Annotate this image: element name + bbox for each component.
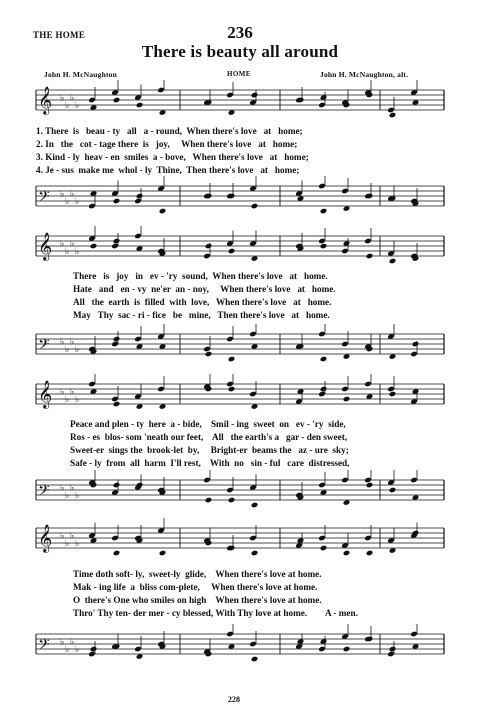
svg-text:♭: ♭ xyxy=(65,101,70,111)
verse-line-2-1: There is joy in ev - 'ry sound, When there's love at home. xyxy=(73,271,328,281)
svg-text:♭: ♭ xyxy=(75,539,80,549)
svg-text:𝄞: 𝄞 xyxy=(38,524,53,552)
svg-text:♭: ♭ xyxy=(60,637,65,648)
svg-text:♭: ♭ xyxy=(60,387,65,398)
svg-text:𝄢: 𝄢 xyxy=(38,188,50,209)
bass-staff-2 xyxy=(30,324,450,368)
svg-text:♭: ♭ xyxy=(65,645,70,655)
svg-text:♭: ♭ xyxy=(60,337,65,348)
svg-text:♭: ♭ xyxy=(70,637,75,648)
verse-line-2-4: May Thy sac - ri - fice be mine, Then there's love at home. xyxy=(73,310,330,320)
composer-credit: John H. McNaughton, alt. xyxy=(320,70,409,79)
verse-line-4-1: Time doth soft- ly, sweet-ly glide, When there's love at home. xyxy=(73,569,322,579)
svg-text:♭: ♭ xyxy=(60,531,65,542)
svg-text:𝄞: 𝄞 xyxy=(38,232,53,260)
svg-text:♭: ♭ xyxy=(65,345,70,355)
verse-line-3-2: Ros - es blos- som 'neath our feet, All the earth's a gar - den sweet, xyxy=(70,432,348,442)
verse-line-1-4: 4. Je - sus make me whol - ly Thine, Then there's love at home; xyxy=(36,165,300,175)
svg-text:♭: ♭ xyxy=(70,387,75,398)
bass-staff-4 xyxy=(30,624,450,668)
treble-staff-3 xyxy=(30,374,450,422)
svg-text:♭: ♭ xyxy=(70,93,75,104)
verse-line-2-2: Hate and en - vy ne'er an - noy, When there's love at home. xyxy=(73,284,336,294)
svg-text:♭: ♭ xyxy=(65,247,70,257)
svg-text:♭: ♭ xyxy=(75,101,80,111)
svg-text:𝄞: 𝄞 xyxy=(38,86,53,114)
hymn-number: 236 xyxy=(227,23,253,42)
svg-text:♭: ♭ xyxy=(60,93,65,104)
svg-text:♭: ♭ xyxy=(70,189,75,200)
author-credit: John H. McNaughton xyxy=(44,70,117,79)
svg-text:𝄢: 𝄢 xyxy=(38,482,50,503)
svg-text:𝄢: 𝄢 xyxy=(38,336,50,357)
svg-text:♭: ♭ xyxy=(70,337,75,348)
svg-text:♭: ♭ xyxy=(75,395,80,405)
svg-text:♭: ♭ xyxy=(70,531,75,542)
svg-text:♭: ♭ xyxy=(60,239,65,250)
svg-text:♭: ♭ xyxy=(60,483,65,494)
section-heading: THE HOME xyxy=(33,30,86,40)
verse-line-1-3: 3. Kind - ly heav - en smiles a - bove, When there's love at home; xyxy=(36,152,309,162)
svg-text:♭: ♭ xyxy=(75,345,80,355)
svg-text:♭: ♭ xyxy=(75,645,80,655)
svg-text:♭: ♭ xyxy=(75,247,80,257)
svg-text:♭: ♭ xyxy=(75,491,80,501)
svg-text:♭: ♭ xyxy=(65,539,70,549)
verse-line-4-4: Thro' Thy ten- der mer - cy blessed, With Thy love at home. A - men. xyxy=(73,608,358,618)
verse-line-4-2: Mak - ing life a bliss com-plete, When there's love at home. xyxy=(73,582,318,592)
svg-text:♭: ♭ xyxy=(70,483,75,494)
verse-line-2-3: All the earth is filled with love, When there's love at home. xyxy=(73,297,332,307)
svg-text:♭: ♭ xyxy=(65,491,70,501)
svg-text:♭: ♭ xyxy=(75,197,80,207)
bass-staff-1 xyxy=(30,176,450,220)
verse-line-1-1: 1. There is beau - ty all a - round, When there's love at home; xyxy=(36,126,303,136)
hymn-title: There is beauty all around xyxy=(141,42,339,61)
verse-line-1-2: 2. In the cot - tage there is joy, When there's love at home; xyxy=(36,139,298,149)
verse-line-3-1: Peace and plen - ty here a - bide, Smil - ing sweet on ev - 'ry side, xyxy=(70,419,346,429)
page-number: 228 xyxy=(228,695,240,704)
verse-line-4-3: O there's One who smiles on high When there's love at home. xyxy=(73,595,322,605)
bass-staff-3 xyxy=(30,470,450,514)
svg-text:♭: ♭ xyxy=(65,197,70,207)
treble-staff-1 xyxy=(30,80,450,128)
treble-staff-4 xyxy=(30,518,450,566)
treble-staff-2 xyxy=(30,226,450,274)
svg-text:♭: ♭ xyxy=(70,239,75,250)
verse-line-3-4: Safe - ly from all harm I'll rest, With no sin - ful care distressed, xyxy=(70,458,350,468)
svg-text:♭: ♭ xyxy=(65,395,70,405)
svg-text:𝄢: 𝄢 xyxy=(38,636,50,657)
svg-text:𝄞: 𝄞 xyxy=(38,380,53,408)
svg-text:♭: ♭ xyxy=(60,189,65,200)
tune-name: HOME xyxy=(227,70,251,78)
verse-line-3-3: Sweet-er sings the brook-let by, Bright-er beams the az - ure sky; xyxy=(70,445,349,455)
